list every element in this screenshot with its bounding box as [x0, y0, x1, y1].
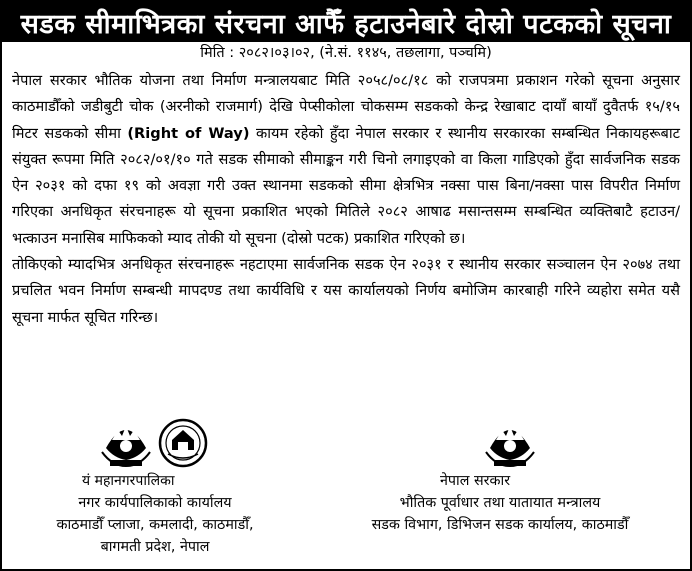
notice-body [12, 68, 680, 331]
left-office-line-3: बागमती प्रदेश, नेपाल [100, 539, 210, 555]
notice-paragraph-1 [12, 68, 680, 252]
kathmandu-metropolitan-seal-icon [158, 418, 208, 468]
right-office-line-1: नेपाल सरकार [440, 473, 511, 489]
left-office-line-1: नगर कार्यपालिकाको कार्यालय [78, 495, 232, 511]
notice-dateline: मिति : २०८२।०३।०२, (ने.सं. ११४५, तछलागा, पञ्चमि) [200, 45, 492, 61]
notice-paragraph-2: तोकिएको म्यादभित्र अनधिकृत संरचनाहरू नहटाएमा सार्वजनिक सडक ऐन २०३१ र स्थानीय सरकार सञ्चालन ऐन २०७४ तथा प्रचलित भवन निर्माण सम्बन्धी मापदण्ड तथा कार्यविधि र यस कार्यालयको निर्णय बमोजिम कारबाही गरिने व्यहोरा समेत यसै सूचना मार्फत सूचित गरिन्छ। [12, 256, 680, 326]
right-of-way-term: (Right of Way) [127, 124, 250, 142]
right-office-address [330, 470, 670, 536]
right-office-line-3: सडक विभाग, डिभिजन सडक कार्यालय, काठमाडौँ [371, 517, 629, 533]
para1-text-a: नेपाल सरकार भौतिक योजना तथा निर्माण मन्त्रालयबाट मिति २०५८/०८/१८ को राजपत्रमा प्रकाशन गरेको सूचना अनुसार काठमाडौँको जडीबुटी चोक (अरनीको राजमार्ग) देखि पेप्सीकोला चोकसम्म सडकको केन्द्र रेखाबाट दायाँ बायाँ दुवैतर्फ १५/१५ मिटर सडकको सीमा [12, 72, 680, 142]
nepal-government-emblem-icon [98, 418, 154, 470]
para1-text-b: कायम रहेको हुँदा नेपाल सरकार र स्थानीय सरकारका सम्बन्धित निकायहरूबाट संयुक्त रूपमा मिति २०८२/०१/१० गते सडक सीमाको सीमाङ्कन गरी चिनो लगाइएको वा किला गाडिएको हुँदा सार्वजनिक सडक ऐन २०३१ को दफा १९ को अवज्ञा गरी उक्त स्थानमा सडकको सीमा क्षेत्रभित्र नक्सा पास बिना/नक्सा पास विपरीत निर्माण गरिएका अनधिकृत संरचनाहरू यो सूचना प्रकाशित भएको मितिले २०८२ आषाढ मसान्तसम्म सम्बन्धित व्यक्तिबाटै हटाउन/भत्काउन मनासिब माफिकको म्याद तोकी यो सूचना (दोस्रो पटक) प्रकाशित गरिएको छ। [12, 124, 681, 247]
nepal-government-emblem-icon-right [482, 418, 538, 470]
left-office-address [20, 470, 290, 558]
notice-title: सडक सीमाभित्रका संरचना आफैँ हटाउनेबारे दोस्रो पटकको सूचना [2, 2, 690, 42]
left-office-line-2: काठमाडौँ प्लाजा, कमलादी, काठमाडौँ, [56, 517, 254, 533]
right-office-line-2: भौतिक पूर्वाधार तथा यातायात मन्त्रालय [399, 495, 601, 511]
signature-mark: यं महानगरपालिका [82, 473, 175, 489]
